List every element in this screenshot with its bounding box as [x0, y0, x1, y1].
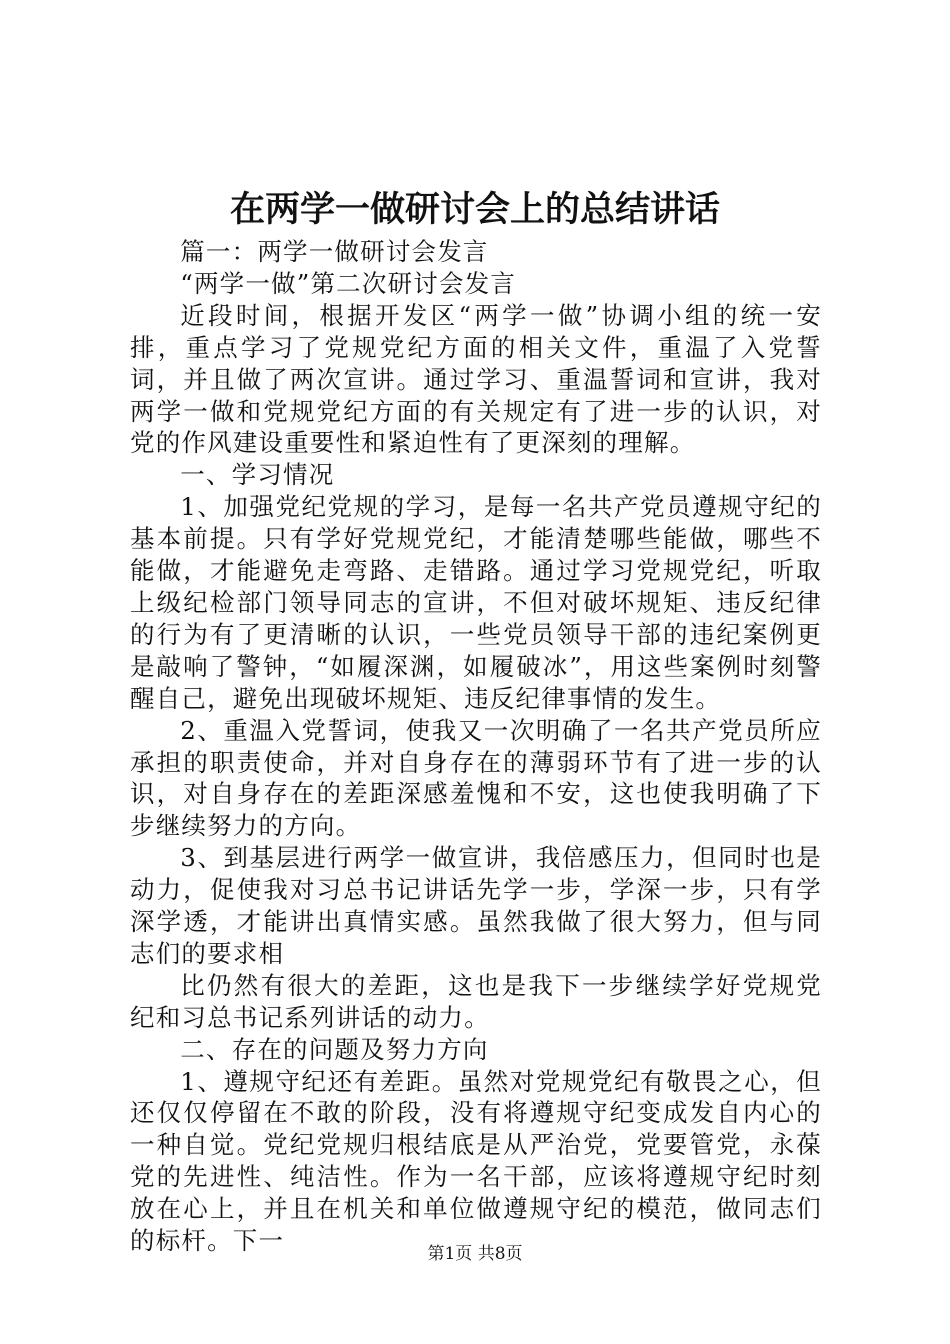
- section-heading-1: 一、学习情况: [180, 460, 335, 490]
- document-body: [130, 236, 822, 1257]
- paragraph-subtitle-1: 篇一：两学一做研讨会发言: [180, 237, 489, 266]
- paragraph-problem-1: 1、遵规守纪还有差距。虽然对党规党纪有敬畏之心，但还仅仅停留在不敢的阶段，没有将遵规守纪变成发自内心的一种自觉。党纪党规归根结底是从严治党，党要管党，永葆党的先进性、纯洁性。作为一名干部，应该将遵规守纪时刻放在心上，并且在机关和单位做遵规守纪的模范，做同志们的标杆。下一: [130, 1066, 822, 1256]
- paragraph-item-1: 1、加强党纪党规的学习，是每一名共产党员遵规守纪的基本前提。只有学好党规党纪，才能清楚哪些能做，哪些不能做，才能避免走弯路、走错路。通过学习党规党纪，听取上级纪检部门领导同志的宣讲，不但对破坏规矩、违反纪律的行为有了更清晰的认识，一些党员领导干部的违纪案例更是敲响了警钟，“如履深渊，如履破冰”，用这些案例时刻警醒自己，避免出现破坏规矩、违反纪律事情的发生。: [130, 492, 822, 713]
- paragraph-item-3: 3、到基层进行两学一做宣讲，我倍感压力，但同时也是动力，促使我对习总书记讲话先学一步，学深一步，只有学深学透，才能讲出真情实感。虽然我做了很大努力，但与同志们的要求相: [130, 843, 822, 968]
- paragraph-subtitle-2: “两学一做”第二次研讨会发言: [180, 268, 517, 298]
- paragraph-item-2: 2、重温入党誓词，使我又一次明确了一名共产党员所应承担的职责使命，并对自身存在的薄弱环节有了进一步的认识，对自身存在的差距深感羞愧和不安，这也使我明确了下步继续努力的方向。: [130, 715, 822, 841]
- paragraph-item-3-continued: 比仍然有很大的差距，这也是我下一步继续学好党规党纪和习总书记系列讲话的动力。: [130, 970, 822, 1032]
- section-heading-2: 二、存在的问题及努力方向: [180, 1034, 489, 1064]
- page-footer: 第1页 共8页: [427, 1244, 523, 1264]
- paragraph-intro: 近段时间，根据开发区“两学一做”协调小组的统一安排，重点学习了党规党纪方面的相关文件，重温了入党誓词，并且做了两次宣讲。通过学习、重温誓词和宣讲，我对两学一做和党规党纪方面的有关规定有了进一步的认识，对党的作风建设重要性和紧迫性有了更深刻的理解。: [130, 300, 822, 458]
- document-title: 在两学一做研讨会上的总结讲话: [229, 189, 720, 230]
